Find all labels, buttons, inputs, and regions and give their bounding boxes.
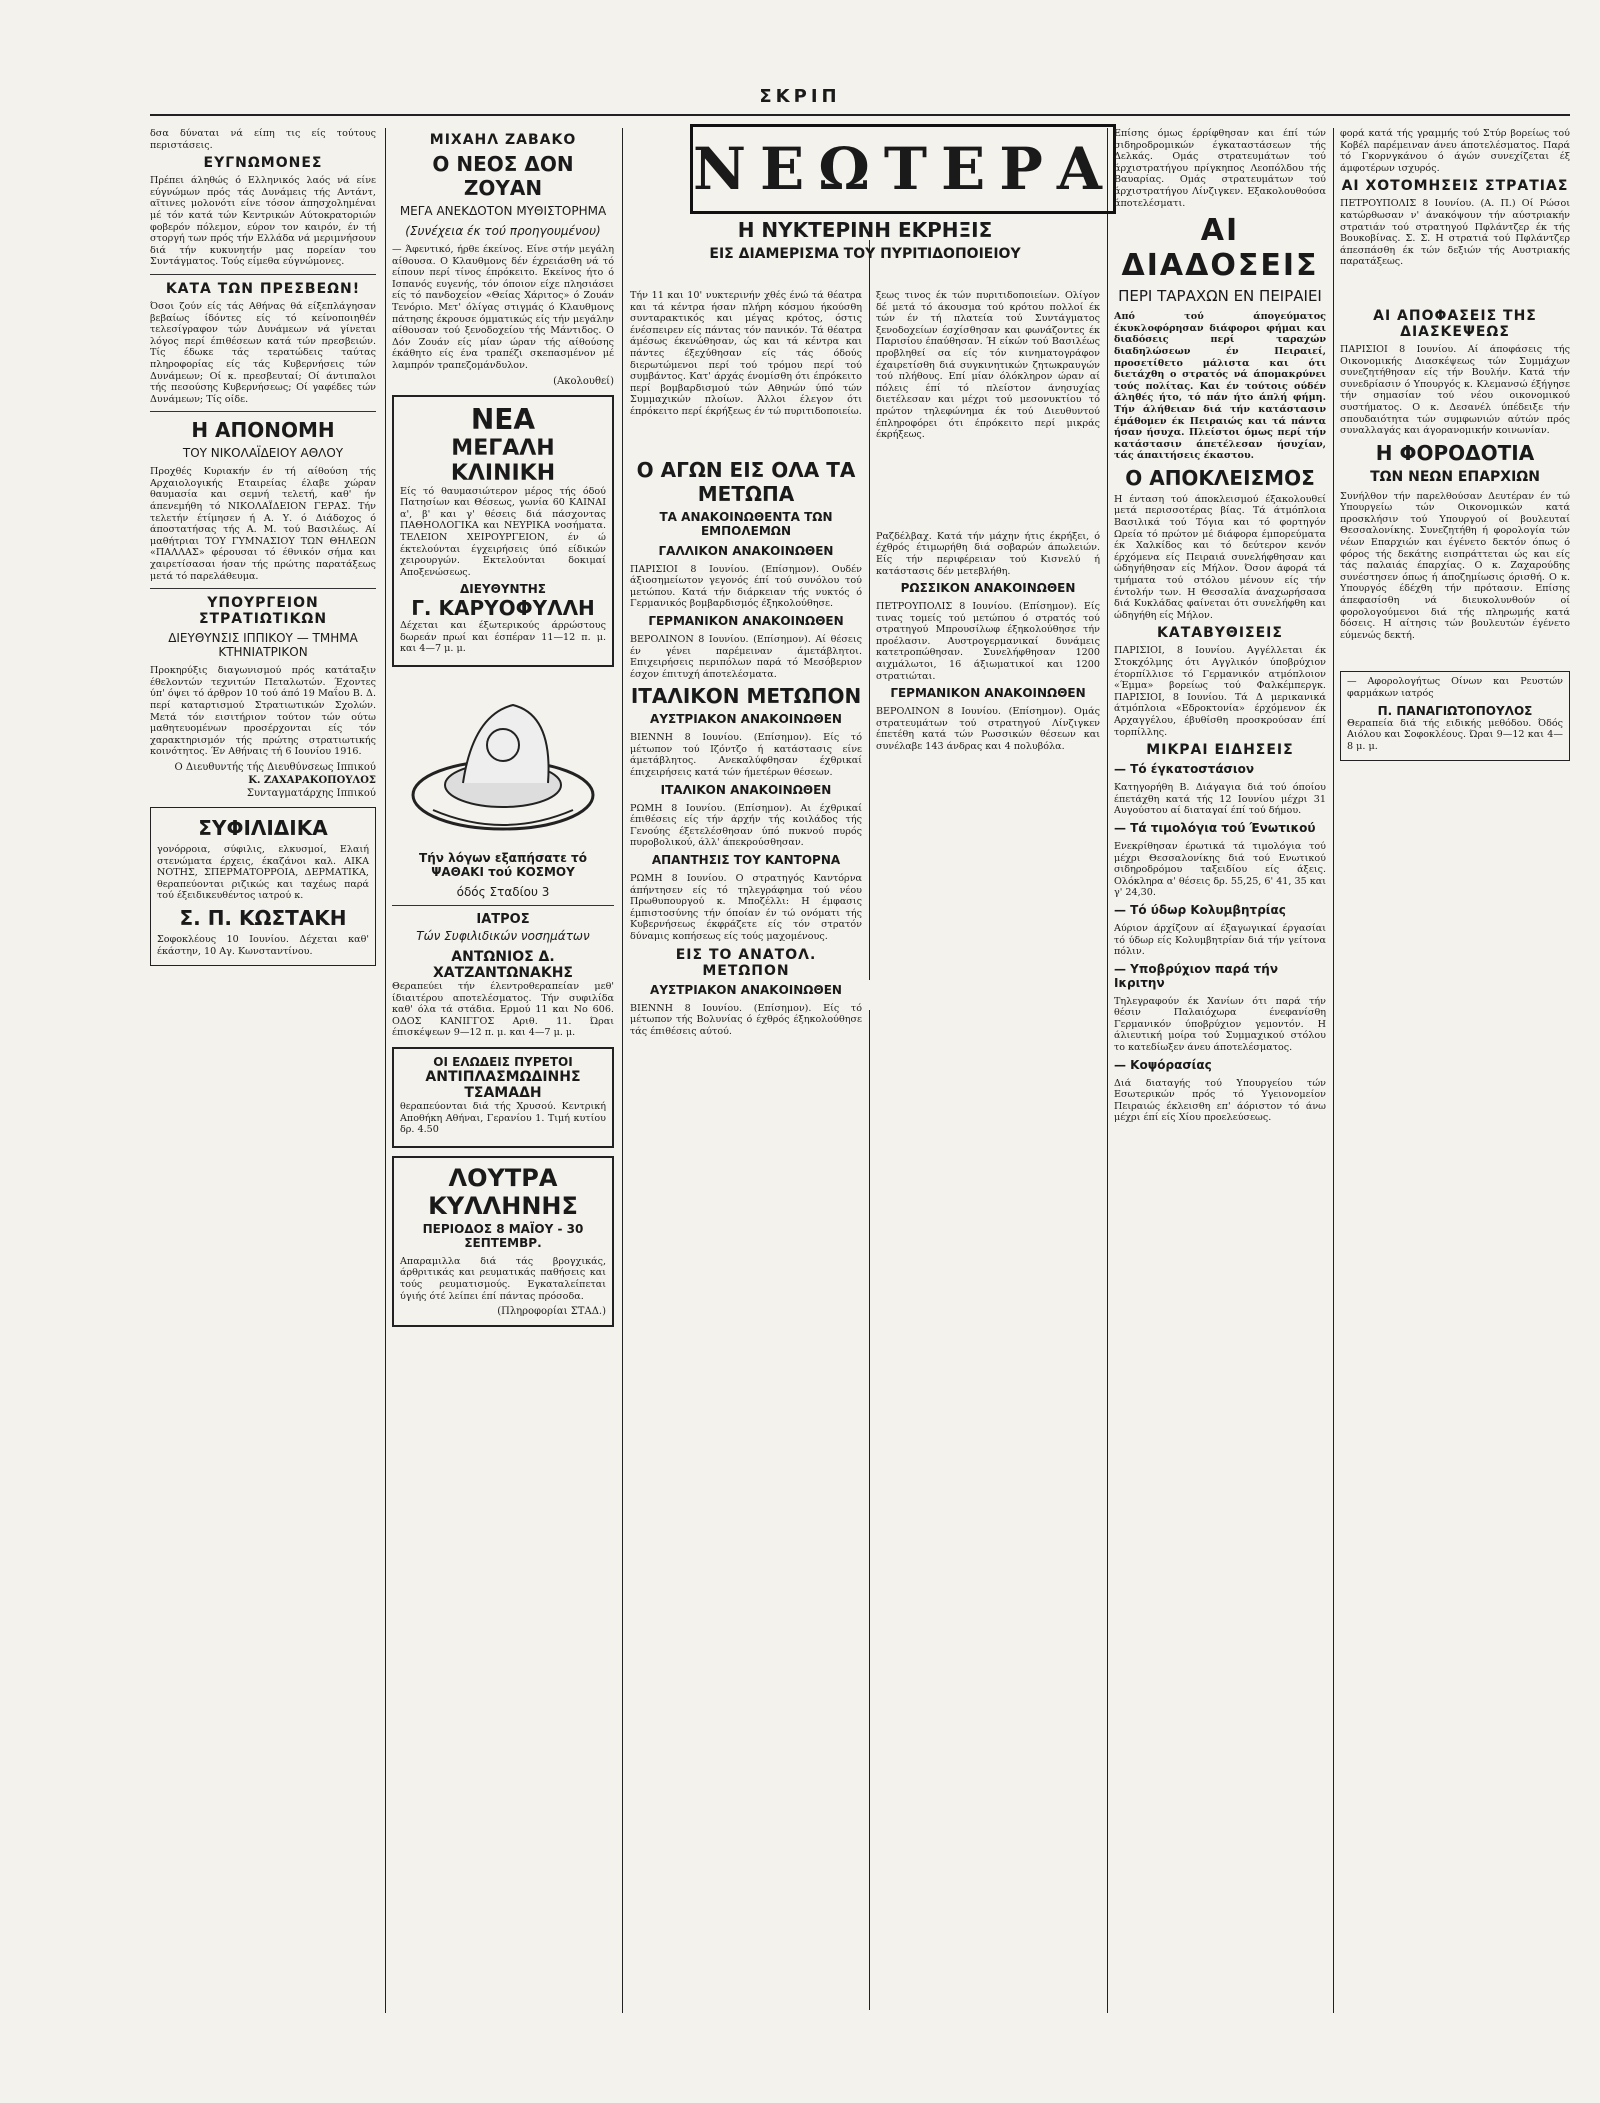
section-title-aponomi: Η ΑΠΟΝΟΜΗ bbox=[191, 418, 335, 443]
war-fronts-title: Ο ΑΓΩΝ ΕΙΣ ΟΛΑ ΤΑ ΜΕΤΩΠΑ bbox=[636, 457, 856, 506]
ad-doctor-bottom-address: Θεραπεία διά τής ειδικής μεθόδου. Όδός Αιόλου και Σοφοκλέους. Ώραι 9—12 και 4—8 μ. μ. bbox=[1347, 717, 1563, 752]
cadorna-text: ΡΩΜΗ 8 Ιουνίου. Ο στρατηγός Καντόρνα άπήντησεν είς τό τηλεγράφημα τού νέου Πρωθυπουργού κ. Μποζέλλι: Η έμφασις έμπιστοσύνης τήν όποίαν έν τώ ονόματι τής Κυβερνήσεως έκφράζετε είς τόν στρατόν δύναμις κοπήσεως είς τούς μαχομένους. bbox=[630, 873, 862, 942]
section-title-ypourgeion: ΥΠΟΥΡΓΕΙΟΝ ΣΤΡΑΤΙΩΤΙΚΩΝ bbox=[198, 595, 328, 628]
section-text-aponomi: Προχθές Κυριακήν έν τή αίθούση τής Αρχαιολογικής Εταιρείας έλαβε χώραν θαυμασία και σεμνή τελετή, καθ' ήν άπενεμήθη τό ΝΙΚΟΛΑΪΔΕΙΟΝ ΓΕΡΑΣ. Τήν τελετήν έτίμησεν ή Α. Υ. ό Διάδοχος ό άποστατήσας τής Α. Μ. τού Βασιλέως. Αί μαθήτριαι ΤΟΥ ΓΥΜΝΑΣΙΟΥ ΤΩΝ ΘΗΛΕΩΝ «ΠΑΛΛΑΣ» φέρουσαι τό έθνικόν σήμα και χαιρετίσασαι ήσαν τής πρώτης παρατάξεως μετά τό παρελάθευμα. bbox=[150, 466, 376, 582]
small-news-title: ΜΙΚΡΑΙ ΕΙΔΗΣΕΙΣ bbox=[1146, 742, 1294, 759]
news-4-text: Τηλεγραφούν έκ Χανίων ότι παρά τήν θέσιν Παλαιόχωρα ένεφανίσθη Γερμανικόν ύποβρύχιον γεμοντόν. Η άλιευτική μοίρα τού Συμμαχικού στόλου το κατεδίωξεν άνευ άποτελέσματος. bbox=[1114, 995, 1326, 1054]
masthead-title: ΣΚΡΙΠ bbox=[759, 86, 841, 107]
hat-address: όδός Σταδίου 3 bbox=[456, 885, 550, 900]
section-text-ypourgeion: Προκηρύξις διαγωνισμού πρός κατάταξιν έθελοντών τεχνιτών Πεταλωτών. Έχοντες ύπ' όψει τό άρθρον 10 τού άπό 19 Μαΐου Β. Δ. περί καταρτισμού Στρατιωτικών Σχολών. Μετά τόν εισιτήριον τούτον τών ούτω μαθητευομένων προσέρχονται είς τόν χαρακτηρισμόν τής πρώτης στρατιωτικής κοινότητος. Έν Αθήναις τή 6 Ιουνίου 1916. bbox=[150, 665, 376, 758]
novel-to-be-continued: (Ακολουθεί) bbox=[553, 375, 614, 387]
column-rule-4 bbox=[869, 1010, 870, 2010]
german-communique-title: ΓΕΡΜΑΝΙΚΟΝ ΑΝΑΚΟΙΝΩΘΕΝ bbox=[648, 613, 844, 628]
ad-syfilidika bbox=[150, 807, 376, 966]
section-title-eugnomones: ΕΥΓΝΩΜΟΝΕΣ bbox=[203, 155, 323, 172]
rumors-text: Από τού άπογεύματος έκυκλοφόρησαν διάφοροι φήμαι και διαδόσεις περί ταραχών διαδηλώσεων έν Πειραιεί, προσετίθετο μάλιστα και ότι διετάχθη ο στρατός νά άπομακρύνει τούς πολίτας. Και έν τούτοις ούδέν άληθές ήτο, τό πάν ήτο άπλή φήμη. Τήν άλήθειαν διά τήν κατάστασιν έμάθομεν έκ Πειραιώς και τά πάντα ήσαν ήσυχα. Πλείστοι όμως περί τήν κατάστασιν άπετέλεσαν ήσυχίαν, τάς άπαιτήσεις έκαστου. bbox=[1114, 311, 1326, 462]
column-rule-6 bbox=[1333, 128, 1334, 2013]
column-3 bbox=[630, 290, 862, 2010]
ad-clinic-director-label: ΔΙΕΥΘΥΝΤΗΣ bbox=[460, 582, 546, 597]
column-4 bbox=[876, 290, 1100, 2010]
ad-doctor-specialty: Τών Συφιλιδικών νοσημάτων bbox=[416, 929, 590, 944]
novel-text: — Άφεντικό, ήρθε έκείνος. Είνε στήν μεγάλη αίθουσα. Ο Κλαυθμονς δέν έχρειάσθη νά τό είπουν περί τίνος έπρόκειτο. Εκείνος ήτο ό Ισπανός ευγενής, τόν όποιον είχε πλησιάσει είς τό πανδοχείον «Θείας Χάριτος» ό Ζουάν Τενόριο. Μετ' όλίγας στιγμάς ό Κλαυθμονς πάτησης έκρουσε όμματικώς είς τήν μεγάλην αίθουσαν τού ξενοδοχείου τής Μάντιδος. Ο Δόν Ζουάν είς μίαν ώραν τής αίθούσης έκάθητο είς ένα τραπέζι σκεπασμένον μέ λαμπρόν τραπεζομάνδυλον. bbox=[392, 244, 614, 371]
ad-baths-signature: (Πληροφορίαι ΣΤΑΔ.) bbox=[497, 1306, 606, 1318]
ad-baths-period: ΠΕΡΙΟΔΟΣ 8 ΜΑΪΟΥ - 30 ΣΕΠΤΕΜΒΡ. bbox=[422, 1221, 584, 1250]
army-cut-text: ΠΕΤΡΟΥΠΟΛΙΣ 8 Ιουνίου. (Α. Π.) Οί Ρώσοι κατώρθωσαν ν' άνακόψουν τήν αύστριακήν στρατιάν τού στρατηγού Πφλάντζερ έκ τής Βουκοβίνας. Σ. Σ. Η στρατιά τού Πφλάντζερ άπεσπάσθη έκ τών δεξιών τής Αυστριακής παρατάξεως. bbox=[1340, 198, 1570, 268]
ad-doctor-label: ΙΑΤΡΟΣ bbox=[476, 912, 530, 928]
ad-syfilidika-text: γονόρροια, σύφιλις, ελκυσμοί, Ελαιή στενώματα έρχεις, έκαζάνοι καλ. ΑΙΚΑ ΝΟΤΗΣ, ΣΠΕΡΜΑΤΟΡΡΟΙΑ, ΔΕΡΜΑΤΙΚΑ, θεραπεύονται ριζικώς και ταχέως παρά τού έξειδικευθέντος ιατρού κ. bbox=[157, 843, 369, 902]
section-subtitle-aponomi: ΤΟΥ ΝΙΚΟΛΑΪΔΕΙΟΥ ΑΘΛΟΥ bbox=[182, 446, 344, 461]
signature-name: Κ. ΖΑΧΑΡΑΚΟΠΟΥΛΟΣ bbox=[248, 774, 376, 786]
explosion-subtitle: ΕΙΣ ΔΙΑΜΕΡΙΣΜΑ ΤΟΥ ΠΥΡΙΤΙΔΟΠΟΙΕΙΟΥ bbox=[709, 246, 1021, 262]
news-5-title: — Κοψόρασίας bbox=[1114, 1057, 1212, 1072]
austrian-communique-title: ΑΥΣΤΡΙΑΚΟΝ ΑΝΑΚΟΙΝΩΘΕΝ bbox=[650, 712, 842, 727]
col6-top-text: φορά κατά τής γραμμής τού Στύρ βορείως τού Κοβέλ παρέμειναν άνευ άποτελέσματος. Παρά τό Γκορνγκάνου ό άγών συνεχίζεται έξ άμφοτέρων ισχυρός. bbox=[1340, 128, 1570, 174]
intro-text: δσα δύναται νά είπη τις είς τούτους περιστάσεις. bbox=[150, 128, 376, 151]
russian-communique-title: ΡΩΣΣΙΚΟΝ ΑΝΑΚΟΙΝΩΘΕΝ bbox=[900, 581, 1076, 596]
center-headline-1 bbox=[630, 214, 1100, 284]
news-3-title: — Τό ύδωρ Κολυμβητρίας bbox=[1114, 902, 1286, 917]
news-2-text: Ενεκρίθησαν έρωτικά τά τιμολόγια τού μέχρι Θεσσαλονίκης διά τού Ενωτικού σιδηροδρόμου ταξειδίου είς άξεις. Ολόκληρα α' θέσεις δρ. 55,25, 6' 41, 35 και γ' 24,30. bbox=[1114, 840, 1326, 899]
explosion-title: Η ΝΥΚΤΕΡΙΝΗ ΕΚΡΗΞΙΣ bbox=[737, 218, 993, 242]
column-1 bbox=[150, 128, 376, 2008]
divider bbox=[150, 411, 376, 412]
ad-baths-text: Απαραμιλλα διά τάς βρογχικάς, άρθριτικάς και ρευματικάς παθήσεις και τούς ρευματισμούς. Εγκαταλείπεται ύγιής ότέ λείπει έπί πάντας πρόσοδα. bbox=[400, 1255, 606, 1302]
cadorna-title: ΑΠΑΝΤΗΣΙΣ ΤΟΥ ΚΑΝΤΟΡΝΑ bbox=[651, 853, 841, 868]
hat-illustration bbox=[403, 675, 603, 845]
news-4-title: — Υποβρύχιον παρά τήν Ικριτην bbox=[1114, 961, 1279, 990]
conference-text: ΠΑΡΙΣΙΟΙ 8 Ιουνίου. Αί άποφάσεις τής Οικονομικής Διασκέψεως τών Συμμάχων συνεζητήθησαν είς τήν Βουλήν. Κατά τήν συνεδρίασιν ό Υπουργός κ. Κλεμανσώ έξήγησε τήν σημασίαν τού νέου οικονομικού συστήματος. Ο κ. Δεσανέλ ύπέδειξε τήν σπουδαιότητα τών συμφωνιών αύτών πρός συναλλαγάς και άγορανομικήν κοινωνίαν. bbox=[1340, 343, 1570, 437]
ad-syfilidika-address: Σοφοκλέους 10 Ιουνίου. Δέχεται καθ' έκάστην, 10 Αγ. Κωνσταντίνου. bbox=[157, 933, 369, 957]
italian-front-title: ΙΤΑΛΙΚΟΝ ΜΕΤΩΠΟΝ bbox=[630, 684, 862, 709]
hat-caption: Τήν λόγων εξαπήσατε τό ΨΑΘΑΚΙ τού ΚΟΣΜΟΥ bbox=[419, 851, 587, 880]
novel-continuation: (Συνέχεια έκ τού προηγουμένου) bbox=[405, 224, 601, 238]
eastern-communique-title: ΑΥΣΤΡΙΑΚΟΝ ΑΝΑΚΟΙΝΩΘΕΝ bbox=[650, 982, 842, 997]
ad-doctor-name: ΑΝΤΩΝΙΟΣ Δ. ΧΑΤΖΑΝΤΩΝΑΚΗΣ bbox=[432, 949, 573, 982]
explosion-text-right: ξεως τινος έκ τών πυριτιδοποιείων. Ολίγον δέ μετά τό άκουσμα τού κρότου πολλοί έκ τών έν τή πλατεία τού Συντάγματος ξενοδοχείων έσχίσθησαν και φωνάζοντες έκ Παρισίου έπαύθησαν. Ή είκών τού Βασιλέως προβληθεί σα είς τόν κινηματογράφον έχαιρετίσθη διά συγκινητικών ζητωκραυγών τού πλήθους. Επί μίαν όλόκληρον ώραν αί πόλεις έπί τό πλείστον άνησυχίας διετέλεσαν και μέχρι τού μεσονυκτίου τό πρώτον τηλεφώνημα έκ τού Διευθυντού έπληροφόρει ότι έπρόκειτο περί μικράς έκρήξεως. bbox=[876, 290, 1100, 441]
blockade-text: Η ένταση τού άποκλεισμού έξακολουθεί μετά περισσοτέρας βίας. Τά άτμόπλοια Βασιλικά τού Τόγια και τό φορτηγόν Ωρεία τό πρώτον μέ διάφορα έμπορεύματα έκ Χαλκίδος και τό δεύτερον κενόν έρχόμενα είς Πειραιά συνελήφθησαν και ώδηγήθησαν είς Μήλον. Όσον άφορά τά τμήματα τού στόλου μένουν είς τήν έντολήν των. Η Θεσσαλία άναχωρήσασα διά Κυκλάδας φαίνεται ότι συνελήφθη και ώδηγήθη είς Μήλον. bbox=[1114, 493, 1326, 621]
news-1-title: — Τό έγκατοστάσιον bbox=[1114, 762, 1254, 777]
ad-fever-title: ΟΙ ΕΛΩΔΕΙΣ ΠΥΡΕΤΟΙ bbox=[433, 1055, 573, 1070]
news-1-text: Κατηγορήθη Β. Διάγαγια διά τού όποίου έπετάχθη κατά τής 12 Ιουνίου μέχρι 31 Αυγούστου αί διαταγαί έπί τού δήμου. bbox=[1114, 782, 1326, 817]
section-subtitle-ypourgeion: ΔΙΕΥΘΥΝΣΙΣ ΙΠΠΙΚΟΥ — ΤΜΗΜΑ ΚΤΗΝΙΑΤΡΙΚΟΝ bbox=[168, 631, 358, 660]
column-rule-3 bbox=[869, 240, 870, 980]
ad-fever-text: θεραπεύονται διά τής Χρυσού. Κεντρική Αποθήκη Αθήναι, Γερανίου 1. Τιμή κυτίου δρ. 4.50 bbox=[400, 1101, 606, 1136]
german-communique-text: ΒΕΡΟΛΙΝΟΝ 8 Ιουνίου. (Επίσημον). Αί θέσεις έν γένει παρέμειναν άμετάβλητοι. Επιχειρήσεις περιπόλων παρά τό Μεσόβεριον έσχον έπιτυχή άποτελέσματα. bbox=[630, 633, 862, 680]
rumors-subtitle: ΠΕΡΙ ΤΑΡΑΧΩΝ ΕΝ ΠΕΙΡΑΙΕΙ bbox=[1118, 287, 1322, 306]
column-6 bbox=[1340, 128, 1570, 2008]
german-communique-2-text: ΒΕΡΟΛΙΝΟΝ 8 Ιουνίου. (Επίσημον). Ομάς στρατευμάτων τού στρατηγού Λίνζιγκεν έπετέθη κατά τών Ρωσσικών θέσεων και συνέλαβε 143 άνδρας και 4 πολυβόλα. bbox=[876, 706, 1100, 753]
austrian-communique-text: ΒΙΕΝΝΗ 8 Ιουνίου. (Επίσημον). Είς τό μέτωπον τού Ιζόντζο ή κατάστασις είνε άμετάβλητος. Ανεκαλύφθησαν έχθρικαί έπιχειρήσεις κατά τών ήμετέρων θέσεων. bbox=[630, 732, 862, 779]
taxation-subtitle: ΤΩΝ ΝΕΩΝ ΕΠΑΡΧΙΩΝ bbox=[1370, 468, 1540, 485]
divider bbox=[150, 274, 376, 275]
column-2 bbox=[392, 128, 614, 2008]
novel-title: Ο ΝΕΟΣ ΔΟΝ ΖΟΥΑΝ bbox=[432, 152, 574, 200]
ad-syfilidika-doctor: Σ. Π. ΚΩΣΤΑΚΗ bbox=[179, 905, 347, 930]
signature-role: Ο Διευθυντής τής Διευθύνσεως Ιππικού bbox=[174, 761, 376, 773]
sinkings-text: ΠΑΡΙΣΙΟΙ, 8 Ιουνίου. Αγγέλλεται έκ Στοκχόλμης ότι Αγγλικόν ύποβρύχιον έτορπίλλισε τό Γερμανικόν ατμόπλοιον «Έμμα» βορείως τού Φαλκέμπεργκ. ΠΑΡΙΣΙΟΙ, 8 Ιουνίου. Τά Δ μερικανικά άτμόπλοια «Εδροκτονία» έρχόμενον έκ Αρχαγγέλου, έβυθίσθη προσκρούσαν έπί τορπίλλης. bbox=[1114, 645, 1326, 738]
french-communique-title: ΓΑΛΛΙΚΟΝ ΑΝΑΚΟΙΝΩΘΕΝ bbox=[658, 543, 834, 558]
news-5-text: Διά διαταγής τού Υπουργείου τών Εσωτερικών πρός τό Υγειονομείον Πειραιώς έκλεισθη επ' άόριστον τό άνω μέχρι έπί είς Χίου προελεύσεως. bbox=[1114, 1077, 1326, 1124]
eastern-continuation-text: Ραζδέλβαχ. Κατά τήν μάχην ήτις έκρήξει, ό έχθρός έτιμωρήθη διά σοβαρών άπωλειών. Είς τήν περιφέρειαν τού Κισνελύ ή κατάστασις δέν μετεβλήθη. bbox=[876, 530, 1100, 577]
ad-doctor-bottom bbox=[1340, 671, 1570, 761]
divider bbox=[150, 588, 376, 589]
section-title-presbeis: ΚΑΤΑ ΤΩΝ ΠΡΕΣΒΕΩΝ! bbox=[165, 280, 361, 297]
section-text-presbeis: Όσοι ζούν είς τάς Αθήνας θά είξεπλάγησαν βεβαίως ίδόντες είς τό κείνοποιηθέν τελεσίγραφον τών Δυνάμεων νά γίνεται λόγος περί έπιθέσεων κατά τών πρεσβειών. Τίς έδωκε τάς τερατώδεις ταύτας πληροφορίας είς τάς Κυβερνήσεις τών Δυνάμεων; Οί κ. πρεσβευταί; Οί άντιπαλοι τής πεσούσης Κυβερνήσεως; Οί γαφέδες τών Δυνάμεων; Τίς οίδε. bbox=[150, 300, 376, 405]
col5-top-text: Επίσης όμως έρρίφθησαν και έπί τών σιδηροδρομικών έγκαταστάσεων τής Δελκάς. Ομάς στρατευμάτων τού άρχιστρατήγου πρίγκηπος Λεοπόλδου τής Βαυαρίας. Ομάς στρατευμάτων τού άρχιστρατήγου Λίνζιγκεν. Εξακολουθούσα άποτελέσματι. bbox=[1114, 128, 1326, 209]
top-rule bbox=[150, 114, 1570, 116]
ad-clinic-text: Είς τό θαυμασιώτερον μέρος τής όδού Πατησίων και Θέσεως, γωνία 60 ΚΑΙΝΑΙ α', β' και γ' θέσεις διά πάσχοντας ΠΑΘΗΟΛΟΓΙΚΑ και ΝΕΥΡΙΚΑ νοσήματα. ΤΕΛΕΙΟΝ ΧΕΙΡΟΥΡΓΕΙΟΝ, έν ώ έκτελούνται έγχειρήσεις ύπό είδικών χειρουργών. Εκτελούνται δοκιμαί Αποξενώσεως. bbox=[400, 485, 606, 578]
sinkings-title: ΚΑΤΑΒΥΘΙΣΕΙΣ bbox=[1157, 625, 1283, 642]
taxation-text: Συνήλθον τήν παρελθούσαν Δευτέραν έν τώ Υπουργείω τών Οικονομικών κατά προσκλήσιν τού Υπουργού οί βουλευταί Θεσσαλονίκης. Συνεζητήθη ή φορολογία τών νέων Επαρχιών και έγένετο δεκτόν όπως ό φόρος τής δεκάτης εισπράττεται ώς και είς τάς παλαιάς έπαρχίας. Ο κ. Ζαχαρούδης συνέστησεν όπως ή άποζημίωσις όρισθή. Ο κ. Υπουργός έδέχθη τήν πρότασιν. Επίσης άπεφασίσθη νά διευκολυνθούν οί φορολογούμενοι διά τής πληρωμής κατά δόσεις. Η αίτησις τών βουλευτών έγένετο εύμενώς δεκτή. bbox=[1340, 490, 1570, 641]
divider bbox=[392, 905, 614, 906]
ad-doctor-bottom-name: Π. ΠΑΝΑΓΙΩΤΟΠΟΥΛΟΣ bbox=[1377, 703, 1533, 718]
ad-doctor-text: Θεραπεύει τήν έλεντροθεραπείαν μεθ' ίδιαιτέρου αποτελέσματος. Τήν συφιλίδα καθ' όλα τά στάδια. Ερμού 11 και Νο 606. ΟΔΟΣ ΚΑΝΙΓΓΟΣ Αριθ. 11. Ώραι έπισκέψεων 9—12 π. μ. και 4—7 μ. μ. bbox=[392, 981, 614, 1039]
italian-communique-title: ΙΤΑΛΙΚΟΝ ΑΝΑΚΟΙΝΩΘΕΝ bbox=[660, 782, 832, 797]
french-communique-text: ΠΑΡΙΣΙΟΙ 8 Ιουνίου. (Επίσημον). Ουδέν άξιοσημείωτον γεγονός έπί τού συνόλου τού μετώπου. Κατά τήν διάρκειαν τής νυκτός ό Γερμανικός βομβαρδισμός έξηκολούθησε. bbox=[630, 563, 862, 610]
ad-clinic-hours: Δέχεται και έξωτερικούς άρρώστους δωρεάν πρωί και έσπέραν 11—12 π. μ. και 4—7 μ. μ. bbox=[400, 620, 606, 655]
ad-baths bbox=[392, 1156, 614, 1327]
neotera-banner: ΝΕΩΤΕΡΑ bbox=[690, 124, 1116, 214]
explosion-text-left: Τήν 11 και 10' νυκτερινήν χθές ένώ τά θέατρα και τά κέντρα ήσαν πλήρη κόσμου ήκούσθη συνταρακτικός και μέγας κρότος, όστις ένέσπειρεν είς πάντας τόν πανικόν. Τά θέατρα άμέσως έκενώθησαν, ώς και τά κέντρα και πάντες έξεχύθησαν είς τάς όδούς διερωτώμενοι περί τού τρόμου περί τού συμβάντος. Κατ' άρχάς ένομίσθη ότι έπρόκειτο περί βομβαρδισμού τών Αθηνών ύπό τών Συμμαχικών πλοίων. Άλλοι έλεγον ότι έπρόκειτο περί έκρήξεως έν τώ πυριτιδοποιείω. bbox=[630, 290, 862, 417]
rumors-title: ΑΙ ΔΙΑΔΟΣΕΙΣ bbox=[1121, 213, 1319, 284]
russian-communique-text: ΠΕΤΡΟΥΠΟΛΙΣ 8 Ιουνίου. (Επίσημον). Είς τινας τομείς τού μετώπου ό στρατός τού στρατηγού Μπρουσίλωφ έξηκολούθησε τήν προέλασιν. Αυστρογερμανικαί δυνάμεις κατετροπώθησαν. Συνελήφθησαν 1200 αιχμάλωτοι, 16 άξιωματικοί και 1200 στρατιώται. bbox=[876, 601, 1100, 682]
ad-clinic-title: ΜΕΓΑΛΗ ΚΛΙΝΙΚΗ bbox=[450, 435, 556, 486]
column-rule-5 bbox=[1107, 128, 1108, 2013]
section-text-eugnomones: Πρέπει άληθώς ό Ελληνικός λαός νά είνε εύγνώμων πρός τάς Δυνάμεις τής Αντάντ, αϊτινες μολονότι είνε τόσον άπησχολημέναι μέ τόν κατά τών Κεντρικών Αύτοκρατοριών φοβερόν πόλεμον, εύρον τον καιρόν, έν τή στοργή των πρός τήν Ελλάδα νά μεριμνήσουν διά τήν κυκυνητήν μας πορείαν του Συντάγματος. Τούς είμεθα εύγνώμονες. bbox=[150, 175, 376, 268]
ad-baths-name: ΚΥΛΛΗΝΗΣ bbox=[428, 1191, 578, 1220]
italian-communique-text: ΡΩΜΗ 8 Ιουνίου. (Επίσημον). Αι έχθρικαί έπιθέσεις είς τήν άρχήν τής κοιλάδος τής Γενούης έξετελέσθησαν ύπό πυκνού πυρός πυροβολικού, άλλ' άπεκρούσθησαν. bbox=[630, 802, 862, 849]
ad-clinic bbox=[392, 395, 614, 668]
army-cut-title: ΑΙ ΧΟΤΟΜΗΣΕΙΣ ΣΤΡΑΤΙΑΣ bbox=[1341, 178, 1569, 195]
column-rule-2 bbox=[622, 128, 623, 2013]
novel-subtitle: ΜΕΓΑ ΑΝΕΚΔΟΤΟΝ ΜΥΘΙΣΤΟΡΗΜΑ bbox=[399, 204, 607, 218]
taxation-title: Η ΦΟΡΟΔΟΤΙΑ bbox=[1375, 440, 1535, 465]
german-communique-2-title: ΓΕΡΜΑΝΙΚΟΝ ΑΝΑΚΟΙΝΩΘΕΝ bbox=[890, 686, 1086, 701]
ad-fever bbox=[392, 1047, 614, 1148]
signature-rank: Συνταγματάρχης Ιππικού bbox=[246, 787, 376, 799]
news-3-text: Αύριον άρχίζουν αί έξαγωγικαί έργασίαι τό ύδωρ είς Κολυμβητρίαν διά τήν γείτονα πόλιν. bbox=[1114, 922, 1326, 958]
novel-author: ΜΙΧΑΗΛ ΖΑΒΑΚΟ bbox=[429, 132, 577, 148]
ad-doctor-bottom-text: — Αφορολογήτως Οίνων και Ρευστών φαρμάκων ιατρός bbox=[1347, 676, 1563, 699]
ad-clinic-director-name: Γ. ΚΑΡΥΟΦΥΛΛΗ bbox=[411, 596, 595, 621]
blockade-title: Ο ΑΠΟΚΛΕΙΣΜΟΣ bbox=[1125, 465, 1315, 490]
column-5 bbox=[1114, 128, 1326, 2008]
war-fronts-subtitle: ΤΑ ΑΝΑΚΟΙΝΩΘΕΝΤΑ ΤΩΝ ΕΜΠΟΛΕΜΩΝ bbox=[659, 509, 833, 538]
ad-clinic-label: ΝΕΑ bbox=[470, 402, 536, 436]
conference-title: ΑΙ ΑΠΟΦΑΣΕΙΣ ΤΗΣ ΔΙΑΣΚΕΨΕΩΣ bbox=[1373, 307, 1537, 340]
column-rule-1 bbox=[385, 128, 386, 2013]
news-2-title: — Τά τιμολόγια τού Ένωτικού bbox=[1114, 820, 1316, 835]
ad-syfilidika-title: ΣΥΦΙΛΙΔΙΚΑ bbox=[198, 815, 328, 840]
eastern-communique-text: ΒΙΕΝΝΗ 8 Ιουνίου. (Επίσημον). Είς τό μέτωπον τής Βολυνίας ό έχθρός έξηκολούθησε τάς έπιθέσεις αύτού. bbox=[630, 1002, 862, 1037]
ad-fever-product: ΑΝΤΙΠΛΑΣΜΩΔΙΝΗΣ ΤΣΑΜΑΔΗ bbox=[425, 1069, 581, 1102]
eastern-front-title: ΕΙΣ ΤΟ ΑΝΑΤΟΛ. ΜΕΤΩΠΟΝ bbox=[675, 946, 817, 979]
ad-baths-title: ΛΟΥΤΡΑ bbox=[448, 1163, 558, 1192]
